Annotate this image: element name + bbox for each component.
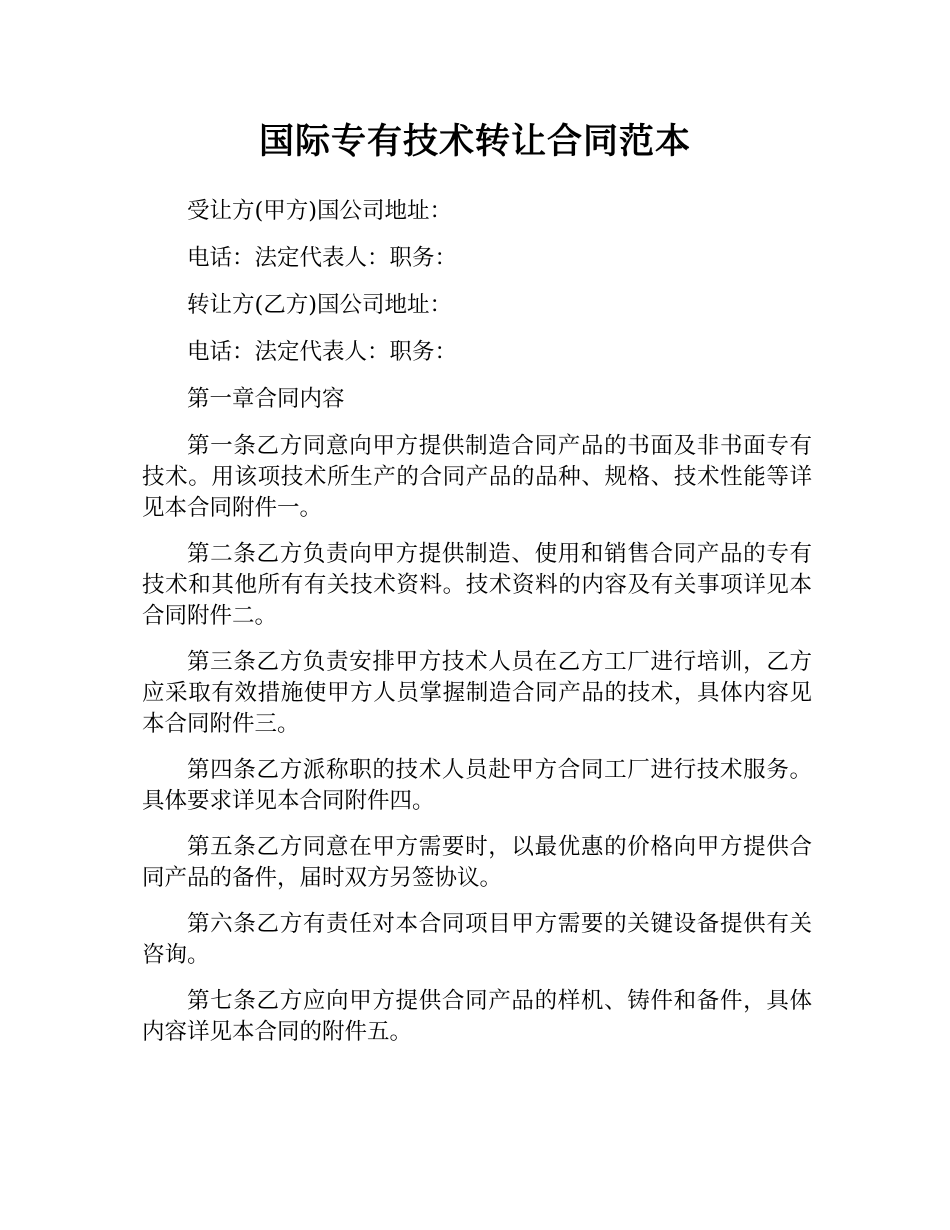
article-3: 第三条乙方负责安排甲方技术人员在乙方工厂进行培训，乙方应采取有效措施使甲方人员掌握制造合同产品的技术，具体内容见本合同附件三。 (142, 649, 812, 737)
paragraph-assignee-address: 受让方(甲方)国公司地址： (187, 198, 453, 224)
paragraph-assignor-contact: 电话：法定代表人：职务： (187, 339, 458, 365)
paragraph-assignee-contact: 电话：法定代表人：职务： (187, 245, 458, 271)
article-6: 第六条乙方有责任对本合同项目甲方需要的关键设备提供有关咨询。 (142, 911, 812, 968)
article-2: 第二条乙方负责向甲方提供制造、使用和销售合同产品的专有技术和其他所有有关技术资料。技术资料的内容及有关事项详见本合同附件二。 (142, 541, 812, 629)
article-7: 第七条乙方应向甲方提供合同产品的样机、铸件和备件，具体内容详见本合同的附件五。 (142, 988, 812, 1045)
chapter-heading: 第一章合同内容 (187, 386, 345, 412)
document-body (142, 196, 812, 1063)
document-title: 国际专有技术转让合同范本 (258, 122, 691, 162)
article-1: 第一条乙方同意向甲方提供制造合同产品的书面及非书面专有技术。用该项技术所生产的合同产品的品种、规格、技术性能等详见本合同附件一。 (142, 433, 812, 521)
paragraph-assignor-address: 转让方(乙方)国公司地址： (187, 292, 453, 318)
article-5: 第五条乙方同意在甲方需要时，以最优惠的价格向甲方提供合同产品的备件，届时双方另签协议。 (142, 834, 812, 891)
article-4: 第四条乙方派称职的技术人员赴甲方合同工厂进行技术服务。具体要求详见本合同附件四。 (142, 757, 812, 814)
